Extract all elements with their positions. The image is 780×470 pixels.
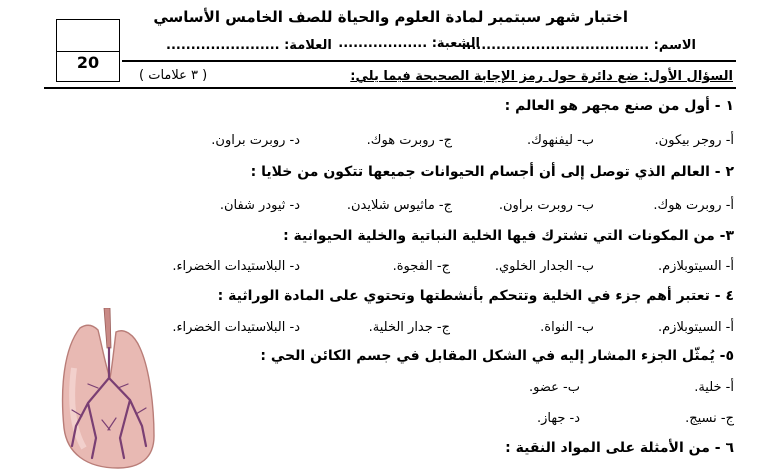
- q2-option-b: ب- روبرت براون.: [498, 198, 594, 213]
- section-field-label: الشعبة: ..................: [338, 36, 480, 51]
- q3-option-d: د- البلاستيدات الخضراء.: [172, 259, 300, 274]
- q5-option-a: أ- خلية.: [694, 380, 734, 395]
- q3-option-a: أ- السيتوبلازم.: [657, 259, 734, 274]
- q2-option-c: ج- ماثيوس شلايدن.: [346, 198, 452, 213]
- lung-illustration-icon: [58, 308, 158, 470]
- q4-option-b: ب- النواة.: [540, 320, 594, 335]
- total-score: 20: [76, 53, 100, 72]
- question-6: ٦ - من الأمثلة على المواد النقية :: [505, 440, 734, 456]
- question-3: ٣- من المكونات التي تشترك فيها الخلية النباتية والخلية الحيوانية :: [283, 228, 734, 244]
- question-5: ٥- يُمثّل الجزء المشار إليه في الشكل المقابل في جسم الكائن الحي :: [260, 348, 734, 364]
- header-divider: [122, 60, 736, 62]
- grade-field-label: العلامة: .......................: [166, 38, 332, 53]
- name-field-label: الاسم: ......................................: [461, 38, 696, 53]
- exam-title: اختبار شهر سبتمبر لمادة العلوم والحياة للصف الخامس الأساسي: [153, 8, 628, 26]
- section-marks: ( ٣ علامات ): [139, 68, 208, 83]
- q4-option-a: أ- السيتوبلازم.: [657, 320, 734, 335]
- q3-option-c: ج- الفجوة.: [392, 259, 450, 274]
- q4-option-d: د- البلاستيدات الخضراء.: [172, 320, 300, 335]
- question-1: ١ - أول من صنع مجهر هو العالم :: [504, 98, 734, 114]
- q5-option-c: ج- نسيج.: [685, 411, 734, 426]
- score-divider: [57, 51, 119, 52]
- q1-option-c: ج- روبرت هوك.: [366, 133, 452, 148]
- q4-option-c: ج- جدار الخلية.: [368, 320, 450, 335]
- question-4: ٤ - تعتبر أهم جزء في الخلية وتتحكم بأنشطتها وتحتوي على المادة الوراثية :: [217, 288, 734, 304]
- question-2: ٢ - العالم الذي توصل إلى أن أجسام الحيوانات جميعها تتكون من خلايا :: [250, 164, 734, 180]
- q5-option-b: ب- عضو.: [529, 380, 580, 395]
- q1-option-b: ب- ليفنهوك.: [527, 133, 594, 148]
- q5-option-d: د- جهاز.: [536, 411, 580, 426]
- score-box: [56, 19, 120, 82]
- q2-option-a: أ- روبرت هوك.: [653, 198, 734, 213]
- q3-option-b: ب- الجدار الخلوي.: [494, 259, 594, 274]
- section-divider: [44, 87, 736, 89]
- section-title: السؤال الأول: ضع دائرة حول رمز الإجابة الصحيحة فيما يلي:: [350, 69, 733, 84]
- q2-option-d: د- ثيودر شفان.: [219, 198, 300, 213]
- q1-option-d: د- روبرت براون.: [211, 133, 300, 148]
- q1-option-a: أ- روجر بيكون.: [654, 133, 734, 148]
